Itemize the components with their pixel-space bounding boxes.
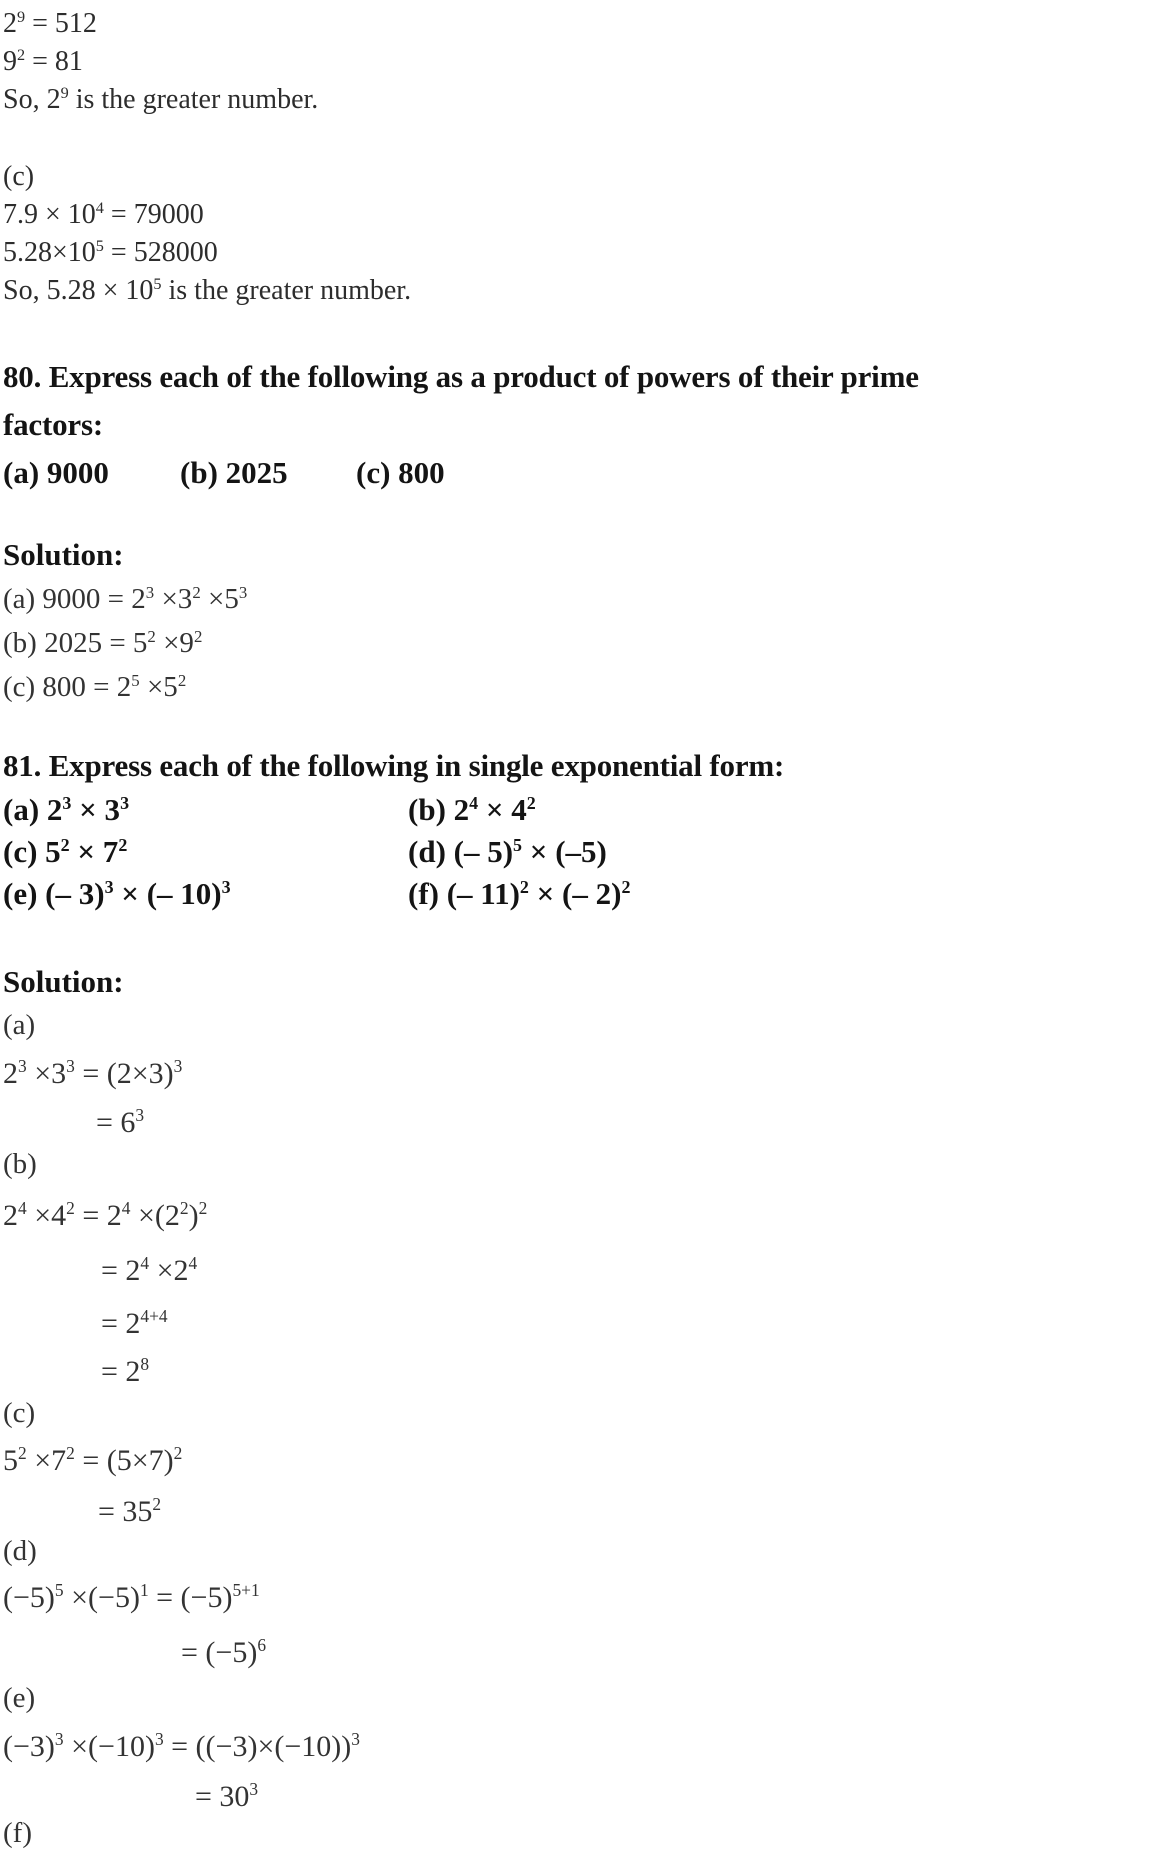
q80-option-b: (b) 2025 (180, 455, 288, 490)
q81-sol-b-step-1: $2^4 \times 4^2 = 2^4 \times(2^2)^2$ (3, 1198, 208, 1232)
q80-solution-b: (b) $2025 = 5^2 \times 9^2$ (3, 626, 203, 659)
q81-sol-b-label: (b) (3, 1148, 37, 1180)
q80-option-c: (c) 800 (356, 455, 445, 490)
q80-option-a: (a) 9000 (3, 455, 109, 490)
q81-sol-a-label: (a) (3, 1009, 36, 1041)
q81-sol-b-step-2: = $2^4 \times 2^4$ (101, 1253, 198, 1287)
q81-sol-a-step-1: $2^3 \times 3^3 = (2\times 3)^3$ (3, 1056, 183, 1090)
q81-sol-d-step-1: $(-5)^5 \times(-5)^1 = (-5)^{5+1}$ (3, 1580, 260, 1614)
question-80-title-line1: 80. Express each of the following as a product of powers of their prime (3, 359, 919, 394)
part-c-line-2: $5.28\times 10^5 = 528000$ (3, 236, 218, 268)
question-81-section (3, 743, 1165, 1849)
q81-option-c: (c) $5^2 \times 7^2$ (3, 834, 128, 869)
q81-sol-b-step-4: = $2^8$ (101, 1354, 150, 1388)
q81-option-d: (d) (– 5)$^5$ × (–5) (408, 834, 607, 869)
q81-sol-d-step-2: = $(-5)^6$ (181, 1635, 267, 1669)
q81-sol-c-step-2: = $35^2$ (98, 1494, 162, 1528)
part-c-label: (c) (3, 161, 35, 192)
spacer (3, 310, 1165, 353)
question-81-title: 81. Express each of the following in single exponential form: (3, 748, 785, 783)
question-80-section (3, 353, 1165, 709)
comparison-line-1: $2^9 = 512$ (3, 7, 97, 39)
question-81-options-grid (3, 789, 1165, 915)
q81-option-a: (a) $2^3 \times 3^3$ (3, 792, 130, 827)
q81-sol-d-label: (d) (3, 1535, 37, 1567)
q81-option-b: (b) $2^4 \times 4^2$ (408, 792, 536, 827)
q80-solution-c: (c) $800 = 2^5 \times 5^2$ (3, 670, 187, 703)
comparison-conclusion: So, $2^9$ is the greater number. (3, 83, 319, 115)
q80-solution-a: (a) $9000 = 2^3 \times 3^2 \times 5^3$ (3, 582, 248, 615)
spacer (3, 497, 1165, 533)
q81-sol-e-step-2: = $30^3$ (195, 1779, 259, 1813)
q81-sol-c-label: (c) (3, 1397, 36, 1429)
part-c-conclusion: So, $5.28 \times 10^5$ is the greater number. (3, 274, 412, 306)
spacer (3, 915, 1165, 958)
q81-option-f: (f) (– 11)$^2$ × (– 2)$^2$ (408, 876, 631, 911)
comparison-line-2: $9^2 = 81$ (3, 45, 83, 77)
q81-option-e: (e) (– 3)$^3$ × (– 10)$^3$ (3, 876, 231, 911)
spacer (3, 119, 1165, 158)
q81-sol-f-label: (f) (3, 1817, 32, 1849)
part-c-line-1: $7.9 \times 10^4 = 79000$ (3, 198, 204, 230)
spacer (3, 709, 1165, 743)
previous-solution-section (3, 5, 1165, 310)
question-80-title-line2: factors: (3, 407, 103, 442)
q81-sol-e-step-1: $(-3)^3 \times(-10)^3 = ((-3)\times(-10))^3$ (3, 1729, 360, 1763)
question-80-options-row (3, 449, 1165, 497)
q81-solution-heading: Solution: (3, 964, 124, 999)
q81-sol-b-step-3: = $2^{4+4}$ (101, 1306, 168, 1340)
q81-sol-a-step-2: = $6^3$ (96, 1105, 145, 1139)
q81-sol-e-label: (e) (3, 1682, 36, 1714)
q81-sol-c-step-1: $5^2 \times 7^2 = (5\times 7)^2$ (3, 1443, 183, 1477)
q80-solution-heading: Solution: (3, 537, 124, 572)
